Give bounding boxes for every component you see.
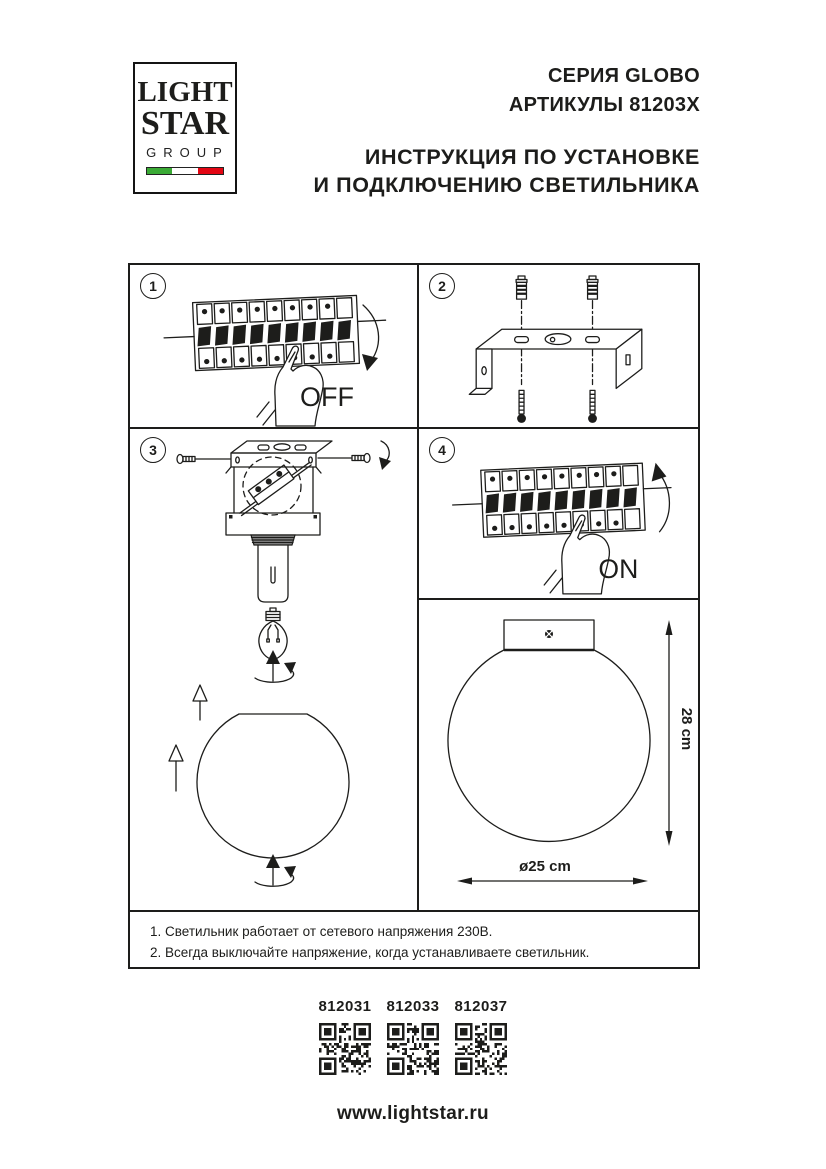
- on-label: ON: [598, 554, 639, 585]
- height-dimension: [666, 620, 696, 846]
- article-column: [318, 998, 372, 1075]
- fixture-dimensions-drawing: [419, 600, 698, 910]
- arrow-down-icon: [362, 305, 379, 371]
- height-label: 28 cm: [678, 707, 695, 751]
- screw-icon: [318, 454, 370, 463]
- series-title: СЕРИЯ GLOBO: [547, 65, 700, 87]
- series-block: [509, 62, 700, 120]
- qr-code: [319, 1023, 371, 1075]
- logo-flag: [146, 167, 224, 175]
- screw-icon: [517, 390, 526, 423]
- mounting-bracket-drawing: [419, 265, 698, 427]
- circuit-breaker-off-drawing: [130, 265, 417, 427]
- rotate-screw-arrow-icon: [379, 441, 391, 470]
- step-4-number: 4: [429, 437, 455, 463]
- article-codes-row: [0, 998, 826, 1075]
- terminal-block-icon: [232, 452, 312, 516]
- dimensions-panel: [419, 600, 698, 910]
- glass-sphere: [448, 650, 650, 841]
- rotate-arrow-icon: [255, 650, 296, 682]
- articles-line: АРТИКУЛЫ 81203X: [508, 94, 700, 116]
- logo-text-star: STAR: [140, 105, 230, 142]
- qr-code: [455, 1023, 507, 1075]
- step-1-number: 1: [140, 273, 166, 299]
- step-2-panel: [419, 265, 698, 427]
- arrow-up-icon: [193, 685, 207, 720]
- safety-notes: [130, 912, 702, 969]
- website-url: www.lightstar.ru: [337, 1103, 489, 1124]
- logo-text-group: GROUP: [146, 145, 229, 160]
- step-3-number: 3: [140, 437, 166, 463]
- diameter-label: ø25 cm: [519, 858, 571, 875]
- rotate-arrow-icon: [255, 854, 296, 886]
- circuit-breaker-on-drawing: [419, 429, 698, 598]
- arrow-up-icon: [169, 745, 183, 791]
- screw-icon: [588, 390, 597, 423]
- detail-circle: [243, 457, 301, 515]
- lightstar-logo: [133, 62, 237, 194]
- arrow-up-icon: [652, 463, 670, 532]
- page-title: ИНСТРУКЦИЯ ПО УСТАНОВКЕ И ПОДКЛЮЧЕНИЮ СВЕТИЛЬНИКА: [313, 145, 700, 197]
- article-column: [386, 998, 440, 1075]
- article-code: 812031: [318, 998, 372, 1015]
- qr-code: [387, 1023, 439, 1075]
- note-line-1: 1. Светильник работает от сетевого напряжения 230В.: [150, 924, 493, 939]
- glass-sphere: [197, 714, 349, 858]
- logo-text-light: LIGHT: [137, 76, 233, 108]
- instruction-grid: [128, 263, 700, 969]
- article-code: 812037: [454, 998, 508, 1015]
- article-code: 812033: [386, 998, 440, 1015]
- off-label: OFF: [300, 382, 354, 412]
- article-column: [454, 998, 508, 1075]
- step-3-panel: [130, 429, 417, 910]
- diameter-dimension: [457, 858, 648, 885]
- wall-anchor-icon: [587, 276, 598, 299]
- step-2-number: 2: [429, 273, 455, 299]
- fixture-assembly-drawing: [130, 429, 417, 910]
- wall-anchor-icon: [516, 276, 527, 299]
- step-4-panel: [419, 429, 698, 598]
- note-line-2: 2. Всегда выключайте напряжение, когда устанавливаете светильник.: [150, 945, 590, 960]
- screw-icon: [177, 455, 230, 464]
- step-1-panel: [130, 265, 417, 427]
